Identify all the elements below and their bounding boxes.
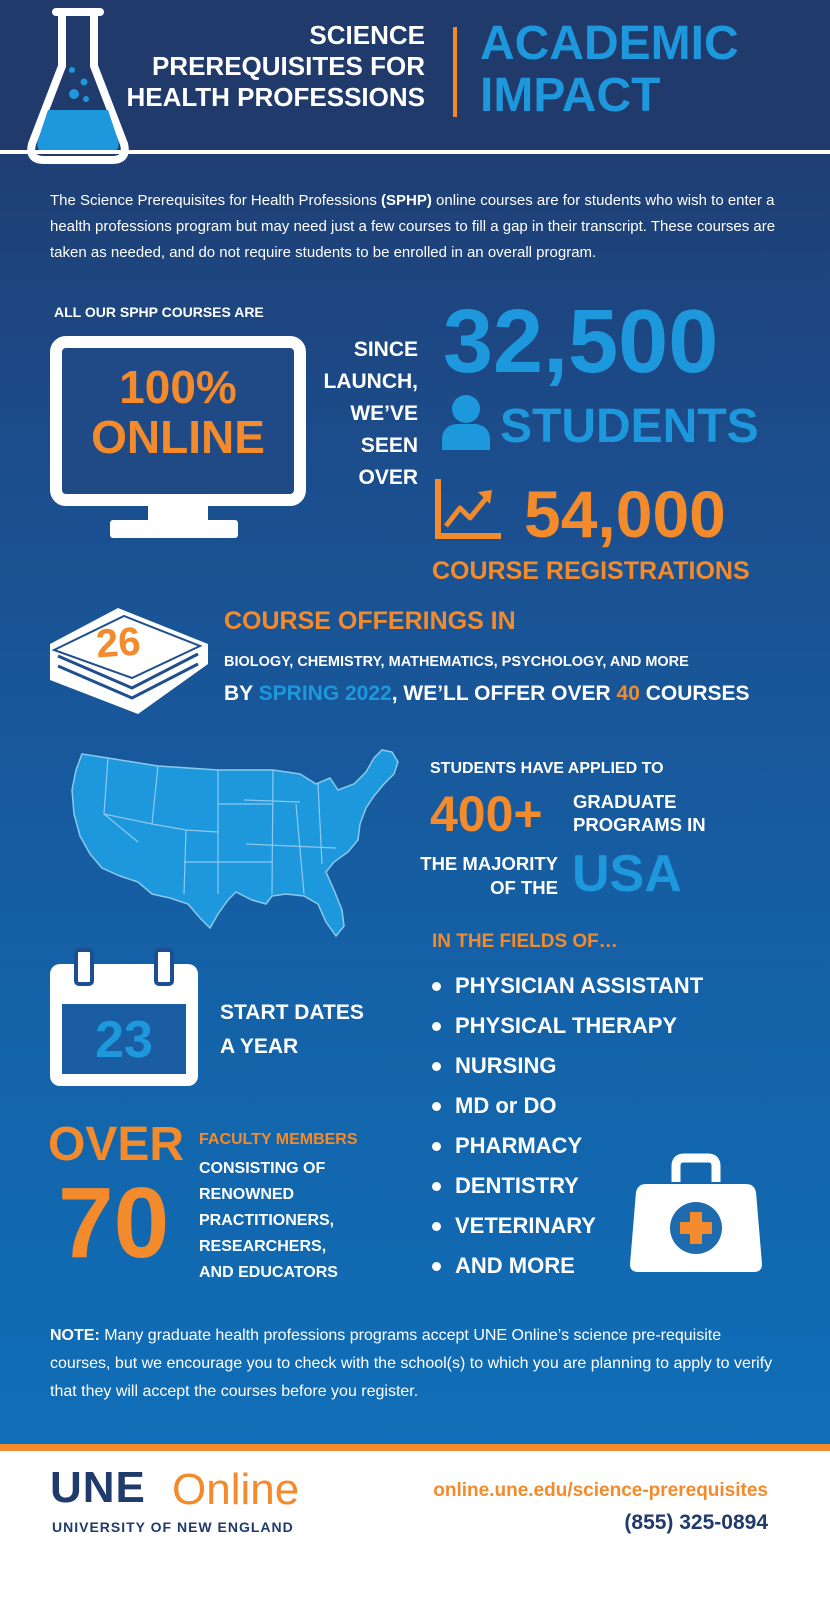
note-paragraph: [50, 1322, 780, 1406]
faculty-line: PRACTITIONERS,: [199, 1212, 335, 1229]
since-line: LAUNCH,: [323, 370, 418, 393]
title-line: HEALTH PROFESSIONS: [126, 82, 425, 112]
note-text: Many graduate health professions programs accept UNE Online’s science pre-requisite courses, but we encourage you to check with the school(s) to which you are planning to apply to verify that they will accept the courses before you register.: [50, 1327, 773, 1400]
bullet-icon: [432, 1222, 441, 1231]
offer-text: , WE’LL OFFER OVER: [391, 682, 617, 705]
field-label: PHYSICIAN ASSISTANT: [455, 973, 704, 998]
intro-text-post: online courses are for students who wish to enter a health professions program but may need just a few courses to fill a gap in their transcript. These courses are taken as needed, and do not require students to be enrolled in an overall program.: [50, 192, 776, 261]
course-heading: COURSE OFFERINGS IN: [224, 607, 516, 635]
programs-line: GRADUATE: [573, 791, 677, 812]
monitor-neck: [148, 498, 208, 522]
intro-text-pre: The Science Prerequisites for Health Professions: [50, 192, 381, 209]
faculty-number: 70: [58, 1167, 170, 1279]
registrations-number: 54,000: [524, 477, 726, 551]
majority-line: THE MAJORITY: [420, 853, 558, 874]
students-number: 32,500: [443, 292, 719, 392]
brand-online: Online: [172, 1465, 300, 1514]
brand-une: UNE: [50, 1463, 146, 1512]
intro-text-bold: (SPHP): [381, 192, 432, 209]
majority-text: [420, 852, 558, 900]
bullet-icon: [432, 1102, 441, 1111]
bullet-icon: [432, 1142, 441, 1151]
since-launch-text: [324, 334, 419, 494]
list-item: [432, 1006, 703, 1046]
course-count: 26: [94, 619, 142, 667]
course-subjects: BIOLOGY, CHEMISTRY, MATHEMATICS, PSYCHOLOGY, AND MORE: [224, 654, 689, 670]
courses-word: COURSES: [639, 682, 750, 705]
registrations-label: COURSE REGISTRATIONS: [432, 557, 750, 585]
field-label: PHARMACY: [455, 1133, 583, 1158]
bullet-icon: [432, 1182, 441, 1191]
faculty-over: OVER: [48, 1118, 185, 1171]
trend-chart-icon: [432, 478, 502, 542]
online-percent: 100%: [119, 361, 237, 413]
start-dates-text: [220, 996, 364, 1064]
brand-university: UNIVERSITY OF NEW ENGLAND: [52, 1519, 294, 1535]
field-label: VETERINARY: [455, 1213, 596, 1238]
bullet-icon: [432, 1262, 441, 1271]
faculty-line: CONSISTING OF: [199, 1160, 326, 1177]
intro-paragraph: [50, 188, 790, 266]
list-item: [432, 1086, 703, 1126]
title-line: PREREQUISITES FOR: [151, 51, 425, 81]
usa-text: USA: [572, 845, 682, 903]
students-label: STUDENTS: [500, 400, 759, 453]
monitor-base: [110, 520, 238, 538]
faculty-line: AND EDUCATORS: [199, 1264, 338, 1281]
faculty-line: RESEARCHERS,: [199, 1238, 327, 1255]
website-link[interactable]: online.une.edu/science-prerequisites: [433, 1480, 768, 1501]
title-line: IMPACT: [480, 69, 661, 122]
majority-line: OF THE: [490, 877, 558, 898]
note-label: NOTE:: [50, 1327, 100, 1344]
programs-number: 400+: [430, 786, 543, 842]
field-label: PHYSICAL THERAPY: [455, 1013, 678, 1038]
since-line: SEEN: [360, 434, 418, 457]
start-dates-number: 23: [95, 1011, 153, 1069]
list-item: [432, 966, 703, 1006]
header-rule: [0, 150, 830, 154]
spring-text: SPRING 2022: [258, 682, 392, 705]
faculty-line: RENOWNED: [199, 1186, 295, 1203]
start-line: A YEAR: [220, 1035, 299, 1058]
title-line: ACADEMIC: [480, 17, 739, 70]
title-line: SCIENCE: [309, 20, 425, 50]
field-label: MD or DO: [455, 1093, 557, 1118]
forty-text: 40: [616, 682, 640, 705]
header-title-right: [480, 18, 739, 122]
by-text: BY: [224, 682, 259, 705]
applied-label: STUDENTS HAVE APPLIED TO: [430, 760, 664, 777]
bullet-icon: [432, 982, 441, 991]
medical-bag-icon: [630, 1152, 762, 1274]
online-word: ONLINE: [91, 411, 265, 463]
course-future: [224, 680, 750, 708]
bullet-icon: [432, 1022, 441, 1031]
graduate-programs-text: [573, 790, 706, 836]
field-label: AND MORE: [455, 1253, 575, 1278]
since-line: WE’VE: [350, 402, 418, 425]
bullet-icon: [432, 1062, 441, 1071]
footer-stripe: [0, 1444, 830, 1451]
faculty-description: [199, 1156, 409, 1286]
online-stat: [62, 362, 294, 462]
faculty-heading: FACULTY MEMBERS: [199, 1131, 358, 1148]
list-item: [432, 1046, 703, 1086]
field-label: NURSING: [455, 1053, 557, 1078]
since-line: SINCE: [353, 338, 418, 361]
programs-line: PROGRAMS IN: [573, 814, 706, 835]
field-label: DENTISTRY: [455, 1173, 579, 1198]
since-line: OVER: [358, 466, 418, 489]
start-line: START DATES: [220, 1001, 364, 1024]
fields-heading: IN THE FIELDS OF…: [432, 931, 618, 952]
online-label: ALL OUR SPHP COURSES ARE: [54, 304, 264, 320]
flask-icon: [26, 4, 130, 168]
phone-number[interactable]: (855) 325-0894: [624, 1511, 768, 1534]
header-title-left: [126, 20, 425, 113]
usa-map-icon: [68, 744, 408, 944]
title-divider: [453, 27, 457, 117]
person-icon: [440, 394, 492, 450]
